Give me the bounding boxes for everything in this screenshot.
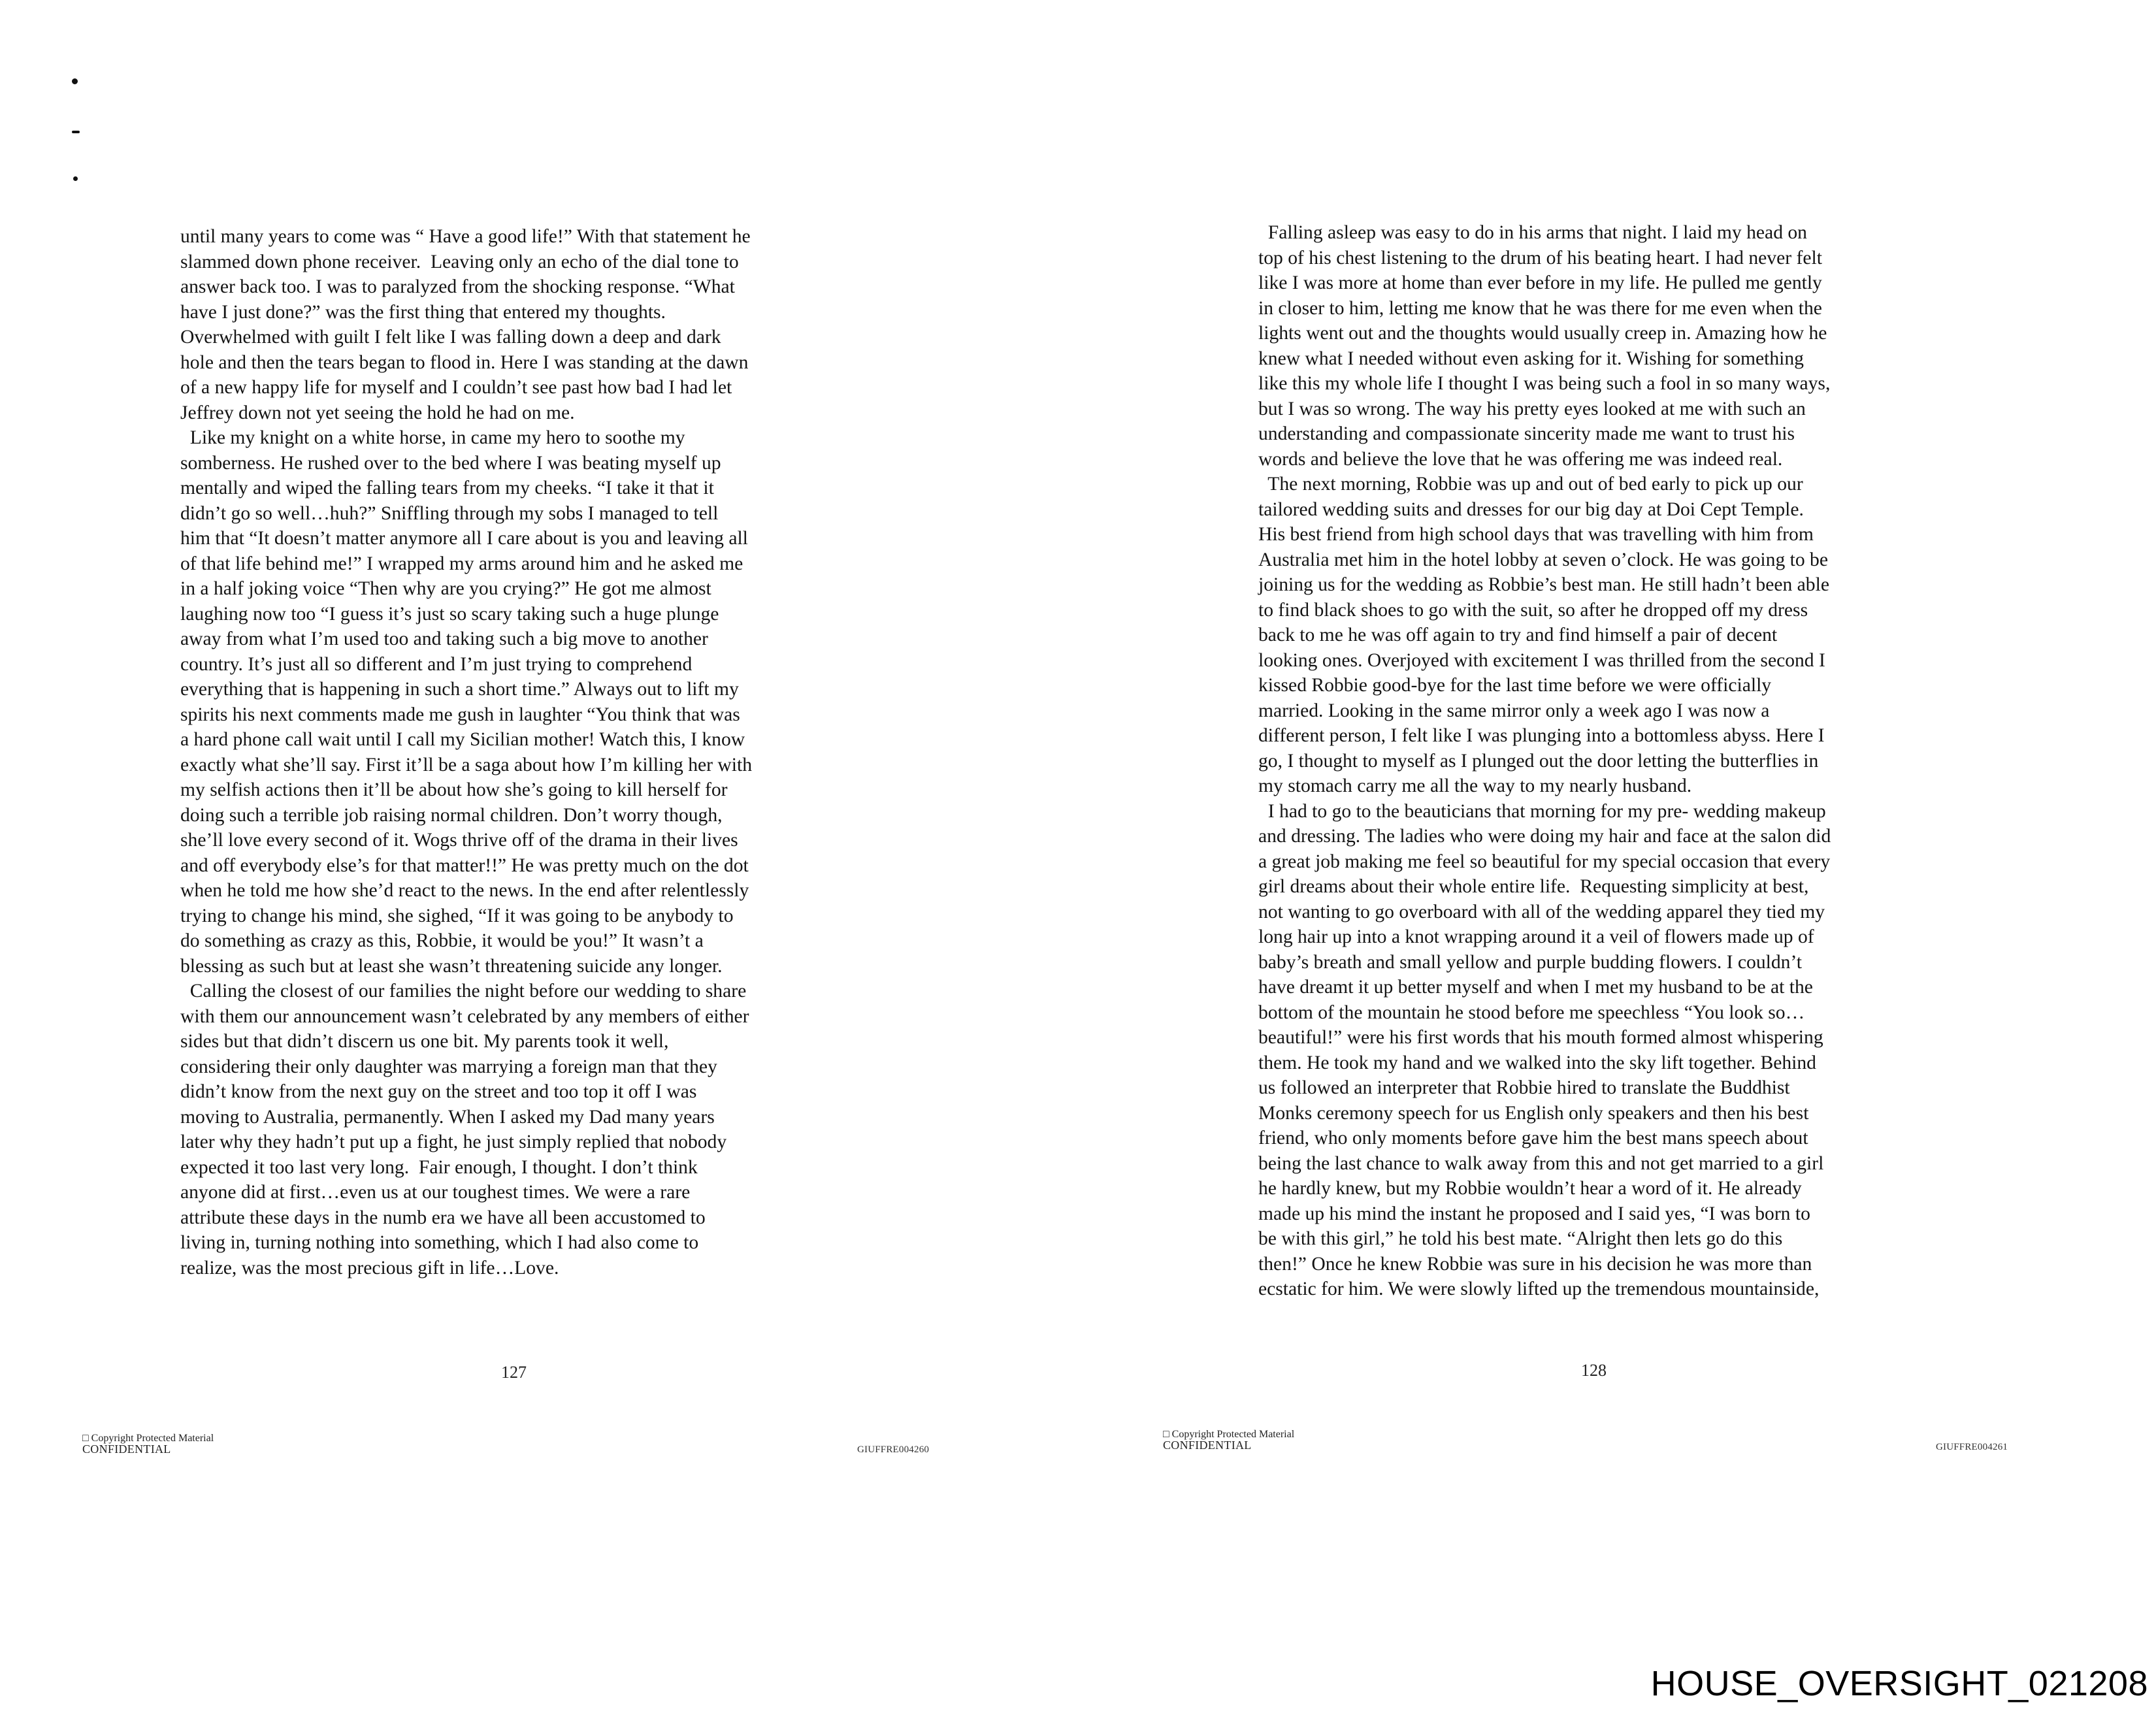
text-line: Monks ceremony speech for us English only speakers and then his best <box>1258 1102 1809 1124</box>
text-line: blessing as such but at least she wasn’t threatening suicide any longer. <box>180 955 723 977</box>
text-line: Falling asleep was easy to do in his arms that night. I laid my head on <box>1258 222 1807 243</box>
text-line: living in, turning nothing into something, which I had also come to <box>180 1232 699 1253</box>
text-line: baby’s breath and small yellow and purple budding flowers. I couldn’t <box>1258 951 1803 973</box>
text-line: have I just done?” was the first thing that entered my thoughts. <box>180 301 666 323</box>
text-line: he hardly knew, but my Robbie wouldn’t hear a word of it. He already <box>1258 1178 1802 1199</box>
text-line: until many years to come was “ Have a good life!” With that statement he <box>180 226 751 247</box>
left-bates-number: GIUFFRE004260 <box>857 1444 930 1455</box>
text-line: understanding and compassionate sincerity made me want to trust his <box>1258 423 1795 444</box>
scan-dash <box>72 131 80 133</box>
text-line: spirits his next comments made me gush in laughter “You think that was <box>180 704 740 725</box>
text-line: but I was so wrong. The way his pretty eyes looked at me with such an <box>1258 398 1806 419</box>
right-page-number: 128 <box>1581 1361 1607 1380</box>
text-line: friend, who only moments before gave him the best mans speech about <box>1258 1128 1808 1149</box>
text-line: back to me he was off again to try and find himself a pair of decent <box>1258 625 1778 645</box>
text-line: and dressing. The ladies who were doing my hair and face at the salon did <box>1258 826 1831 847</box>
text-line: made up his mind the instant he proposed and I said yes, “I was born to <box>1258 1203 1810 1224</box>
text-line: my selfish actions then it’ll be about how she’s going to kill herself for <box>180 779 728 800</box>
text-line: married. Looking in the same mirror only a week ago I was now a <box>1258 700 1770 721</box>
text-line: lights went out and the thoughts would usually creep in. Amazing how he <box>1258 323 1827 344</box>
text-line: His best friend from high school days that was travelling with him from <box>1258 524 1814 545</box>
text-line: a great job making me feel so beautiful for my special occasion that every <box>1258 851 1831 872</box>
text-line: hole and then the tears began to flood in. Here I was standing at the dawn <box>180 351 749 373</box>
text-line: exactly what she’ll say. First it’ll be a saga about how I’m killing her with <box>180 754 753 775</box>
text-line: kissed Robbie good-bye for the last time before we were officially <box>1258 675 1772 696</box>
text-line: him that “It doesn’t matter anymore all I care about is you and leaving all <box>180 528 748 549</box>
text-line: Calling the closest of our families the night before our wedding to share <box>180 981 747 1002</box>
text-line: to find black shoes to go with the suit, so after he dropped off my dress <box>1258 599 1808 621</box>
text-line: then!” Once he knew Robbie was sure in his decision he was more than <box>1258 1253 1812 1275</box>
text-line: looking ones. Overjoyed with excitement I was thrilled from the second I <box>1258 649 1825 671</box>
text-line: she’ll love every second of it. Wogs thrive off of the drama in their lives <box>180 830 738 851</box>
confidential-label: CONFIDENTIAL <box>82 1442 171 1456</box>
text-line: us followed an interpreter that Robbie hired to translate the Buddhist <box>1258 1077 1790 1098</box>
text-line: considering their only daughter was marrying a foreign man that they <box>180 1056 717 1077</box>
text-line: everything that is happening in such a short time.” Always out to lift my <box>180 679 739 700</box>
text-line: somberness. He rushed over to the bed where I was beating myself up <box>180 452 721 474</box>
text-line: being the last chance to walk away from this and not get married to a girl <box>1258 1152 1824 1174</box>
text-line: country. It’s just all so different and I’m just trying to comprehend <box>180 653 693 675</box>
left-page-number: 127 <box>501 1363 527 1382</box>
text-line: with them our announcement wasn’t celebrated by any members of either <box>180 1005 749 1027</box>
text-line: mentally and wiped the falling tears from my cheeks. “I take it that it <box>180 478 714 498</box>
text-line: I had to go to the beauticians that morning for my pre- wedding makeup <box>1258 800 1826 822</box>
text-line: knew what I needed without even asking for it. Wishing for something <box>1258 348 1804 369</box>
scan-dot <box>72 78 78 84</box>
house-oversight-stamp: HOUSE_OVERSIGHT_021208 <box>1650 1664 2148 1703</box>
text-line: answer back too. I was to paralyzed from the shocking response. “What <box>180 276 735 297</box>
text-line: trying to change his mind, she sighed, “If it was going to be anybody to <box>180 905 734 926</box>
text-line: expected it too last very long. Fair enough, I thought. I don’t think <box>180 1156 698 1178</box>
text-line: joining us for the wedding as Robbie’s best man. He still hadn’t been able <box>1258 574 1829 595</box>
text-line: be with this girl,” he told his best mate. “Alright then lets go do this <box>1258 1228 1783 1249</box>
text-line: words and believe the love that he was offering me was indeed real. <box>1258 448 1783 470</box>
text-line: a hard phone call wait until I call my Sicilian mother! Watch this, I know <box>180 729 745 750</box>
text-line: didn’t go so well…huh?” Sniffling through my sobs I managed to tell <box>180 502 719 524</box>
text-line: beautiful!” were his first words that his mouth formed almost whispering <box>1258 1027 1823 1048</box>
text-line: attribute these days in the numb era we have all been accustomed to <box>180 1207 706 1228</box>
right-footer-notice <box>1163 1429 1294 1451</box>
text-line: Jeffrey down not yet seeing the hold he had on me. <box>180 402 575 423</box>
text-line: ecstatic for him. We were slowly lifted up the tremendous mountainside, <box>1258 1279 1820 1299</box>
copyright-notice: □ Copyright Protected Material <box>82 1433 214 1444</box>
text-line: doing such a terrible job raising normal children. Don’t worry though, <box>180 804 723 826</box>
text-line: slammed down phone receiver. Leaving only an echo of the dial tone to <box>180 251 739 272</box>
text-line: bottom of the mountain he stood before me speechless “You look so… <box>1258 1002 1805 1023</box>
scan-dot <box>73 176 78 181</box>
text-line: long hair up into a knot wrapping around it a veil of flowers made up of <box>1258 926 1814 947</box>
text-line: them. He took my hand and we walked into the sky lift together. Behind <box>1258 1052 1816 1073</box>
text-line: in a half joking voice “Then why are you crying?” He got me almost <box>180 578 711 599</box>
text-line: Australia met him in the hotel lobby at seven o’clock. He was going to be <box>1258 549 1828 570</box>
left-footer-notice <box>82 1433 214 1455</box>
copyright-notice: □ Copyright Protected Material <box>1163 1429 1295 1440</box>
right-bates-number: GIUFFRE004261 <box>1936 1442 2008 1452</box>
text-line: when he told me how she’d react to the news. In the end after relentlessly <box>180 880 749 901</box>
text-line: Overwhelmed with guilt I felt like I was falling down a deep and dark <box>180 327 721 348</box>
text-line: laughing now too “I guess it’s just so scary taking such a huge plunge <box>180 603 719 625</box>
text-line: tailored wedding suits and dresses for our big day at Doi Cept Temple. <box>1258 498 1804 520</box>
text-line: later why they hadn’t put up a fight, he just simply replied that nobody <box>180 1132 727 1152</box>
text-line: of that life behind me!” I wrapped my arms around him and he asked me <box>180 553 743 574</box>
text-line: realize, was the most precious gift in life…Love. <box>180 1257 559 1279</box>
text-line: like I was more at home than ever before in my life. He pulled me gently <box>1258 272 1822 293</box>
text-line: and off everybody else’s for that matter!!” He was pretty much on the dot <box>180 855 749 876</box>
text-line: anyone did at first…even us at our toughest times. We were a rare <box>180 1182 691 1203</box>
text-line: of a new happy life for myself and I couldn’t see past how bad I had let <box>180 377 732 398</box>
right-page-body <box>1258 220 1831 1302</box>
text-line: away from what I’m used too and taking such a big move to another <box>180 628 708 649</box>
text-line: not wanting to go overboard with all of the wedding apparel they tied my <box>1258 901 1825 922</box>
text-line: have dreamt it up better myself and when I met my husband to be at the <box>1258 977 1813 998</box>
text-line: didn’t know from the next guy on the street and too top it off I was <box>180 1081 697 1102</box>
text-line: moving to Australia, permanently. When I asked my Dad many years <box>180 1106 715 1128</box>
text-line: girl dreams about their whole entire life. Requesting simplicity at best, <box>1258 876 1809 897</box>
text-line: The next morning, Robbie was up and out of bed early to pick up our <box>1258 474 1803 495</box>
text-line: like this my whole life I thought I was being such a fool in so many ways, <box>1258 373 1831 394</box>
text-line: different person, I felt like I was plunging into a bottomless abyss. Here I <box>1258 725 1825 746</box>
text-line: in closer to him, letting me know that he was there for me even when the <box>1258 297 1822 319</box>
text-line: top of his chest listening to the drum of his beating heart. I had never felt <box>1258 247 1822 269</box>
text-line: sides but that didn’t discern us one bit. My parents took it well, <box>180 1031 669 1052</box>
text-line: go, I thought to myself as I plunged out the door letting the butterflies in <box>1258 750 1819 772</box>
text-line: my stomach carry me all the way to my nearly husband. <box>1258 775 1692 796</box>
confidential-label: CONFIDENTIAL <box>1163 1439 1252 1452</box>
left-page-body <box>180 224 752 1280</box>
text-line: do something as crazy as this, Robbie, it would be you!” It wasn’t a <box>180 930 704 951</box>
text-line: Like my knight on a white horse, in came my hero to soothe my <box>180 427 685 448</box>
